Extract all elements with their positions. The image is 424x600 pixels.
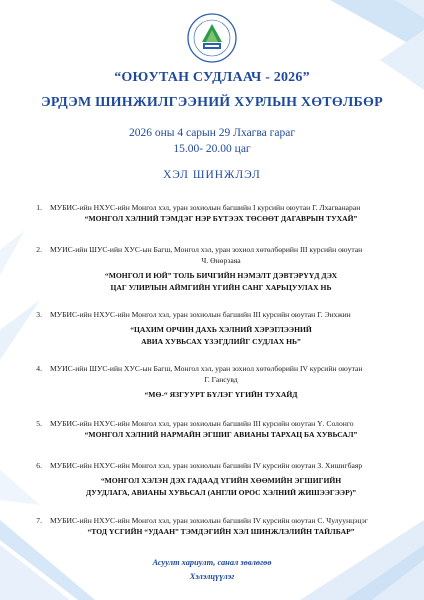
closing-discussion: Хэлэлцүүлэг [189,572,235,581]
program-item [20,202,404,225]
item-title: “МӨ-“ ЯЗГУУРТ БҮЛЭГ ҮГИЙН ТУХАЙД [144,390,298,399]
item-title-cont: ДУУДЛАГА, АВИАНЫ ХУВЬСАЛ (АНГЛИ ОРОС ХЭЛНИЙ ЖИШЭЭГЭЭР)” [85,487,357,497]
program-item [20,515,404,538]
item-author: МУБИС-ийн НХУС-ийн Монгол хэл, уран зохиолын багшийн IV курсийн оюутан С. Чулуунцэцэг [50,516,368,525]
program-item [20,363,404,401]
program-item [20,460,404,498]
item-title: “МОНГОЛ ХЭЛНИЙ ТЭМДЭГ НЭР БҮТЭЭХ ТӨСӨӨТ ДАГАВРЫН ТУХАЙ” [84,214,358,223]
item-number: 1. [36,203,42,212]
item-title: “МОНГОЛ ХЭЛНИЙ НАРМАЙН ЭГШИГ АВИАНЫ ТАРХАЦ БА ХУВЬСАЛ” [84,430,358,439]
conference-logo-icon [186,12,238,64]
item-author-name: Ч. Өнөрзаяа [201,256,241,265]
conference-title: “ОЮУТАН СУДЛААЧ - 2026” [114,70,310,85]
item-author: МУИС-ийн ШУС-ийн ХУС-ын Багш, Монгол хэл, уран зохиол хөтөлбөрийн IV курсийн оюутан [50,364,363,373]
item-title: “МОНГОЛ ХЭЛЭН ДЭХ ГАДААД ҮГИЙН ХӨӨМИЙН ЭГШИГИЙН [100,476,342,485]
item-author: МУБИС-ийн НХУС-ийн Монгол хэл, уран зохиолын багшийн I курсийн оюутан Г. Лхагванаран [50,203,361,212]
item-author: МУБИС-ийн НХУС-ийн Монгол хэл, уран зохиолын багшийн III курсийн оюутан Г. Энхжин [50,310,351,319]
item-number: 5. [36,419,42,428]
item-number: 7. [36,516,42,525]
item-title: “ЦАХИМ ОРЧИН ДАХЬ ХЭЛНИЙ ХЭРЭГЛЭЭНИЙ [130,325,312,334]
closing-qa: Асуулт хариулт, санал зөвлөгөө [152,558,272,567]
item-number: 2. [36,245,42,254]
program-item [20,418,404,441]
conference-time: 15.00- 20.00 цаг [173,143,251,155]
item-author: МУИС-ийн ШУС-ийн ХУС-ын Багш, Монгол хэл, уран зохиол хөтөлбөрийн III курсийн оюутан [50,245,363,254]
item-title-cont: АВИА ХУВЬСАХ ҮЗЭГДЛИЙГ СУДЛАХ НЬ” [141,336,301,346]
program-title: ЭРДЭМ ШИНЖИЛГЭЭНИЙ ХУРЛЫН ХӨТӨЛБӨР [41,95,383,110]
program-item [20,244,404,293]
item-author: МУБИС-ийн НХУС-ийн Монгол хэл, уран зохиолын багшийн IV курсийн оюутан З. Хишигбаяр [50,461,363,470]
conference-date: 2026 оны 4 сарын 29 Лхагва гараг [128,127,296,139]
item-title: “ТОД ҮСГИЙН “УДААН” ТЭМДЭГИЙН ХЭЛ ШИНЖЛЭЛИЙН ТАЙЛБАР” [87,527,355,536]
item-title-cont: ЦАГ УЛИРЛЫН АЙМГИЙН ҮГИЙН САНГ ХАРЬЦУУЛАХ НЬ [110,282,332,292]
item-number: 4. [36,364,42,373]
item-author: МУБИС-ийн НХУС-ийн Монгол хэл, уран зохиолын багшийн III курсийн оюутан Ү. Солонго [50,419,354,428]
item-number: 6. [36,461,42,470]
item-number: 3. [36,310,42,319]
program-item [20,309,404,347]
item-title: “МОНГОЛ И ЮЙ” ТОЛЬ БИЧГИЙН НЭМЭЛТ ДЭВТЭРҮҮД ДЭХ [104,271,338,280]
section-heading: ХЭЛ ШИНЖЛЭЛ [163,169,261,181]
item-author-name: Г. Гансувд [204,375,238,384]
